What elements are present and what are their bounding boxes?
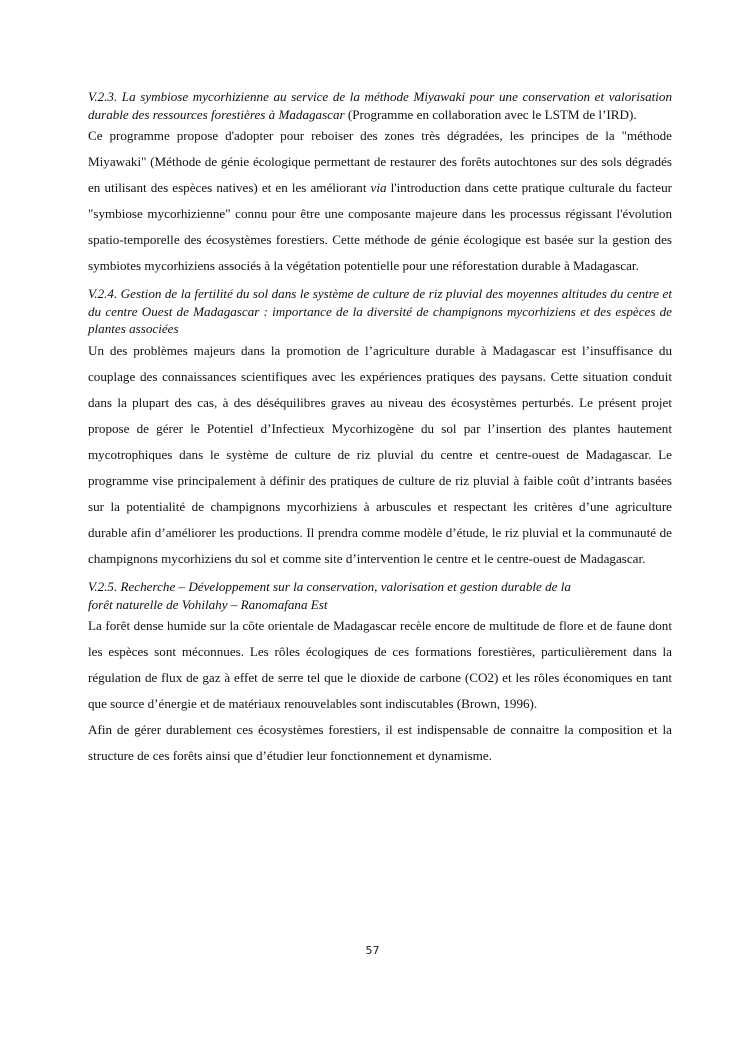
section-title-line2: forêt naturelle de Vohilahy – Ranomafana Est	[88, 596, 328, 612]
paragraph: Afin de gérer durablement ces écosystèmes forestiers, il est indispensable de connaitre la composition et la structure de ces forêts ainsi que d’étudier leur fonctionnement et dynamisme.	[88, 722, 672, 764]
section-title: V.2.3. La symbiose mycorhizienne au service de la méthode Miyawaki pour une conservation et valorisation durable des ressources forestières à Madagascar	[88, 89, 672, 122]
paragraph: Ce programme propose d'adopter pour reboiser des zones très dégradées, les principes de la "méthode Miyawaki" (Méthode de génie écologique permettant de restaurer des forêts autochtones sur des sols dégradés en utilisant des espèces natives) et en les améliorant via l'introduction dans cette pratique culturale du facteur "symbiose mycorhizienne" connu pour être une composante majeure dans les processus régissant l'évolution spatio-temporelle des écosystèmes forestiers. Cette méthode de génie écologique est basée sur la gestion des symbiotes mycorhiziens associés à la végétation potentielle pour une réforestation durable à Madagascar.	[88, 128, 672, 274]
section-title: V.2.4. Gestion de la fertilité du sol dans le système de culture de riz pluvial des moyennes altitudes du centre et du centre Ouest de Madagascar : importance de la diversité de champignons mycorhiziens et des espèces de plantes associées	[88, 286, 672, 337]
section-v-2-5	[88, 578, 672, 769]
page-number: 57	[365, 944, 380, 957]
section-v-2-4	[88, 285, 672, 572]
section-heading	[88, 88, 672, 123]
section-title-suffix: (Programme en collaboration avec le LSTM de l’IRD).	[344, 106, 637, 122]
section-title-line1: V.2.5. Recherche – Développement sur la conservation, valorisation et gestion durable de la	[88, 578, 571, 594]
paragraph: Un des problèmes majeurs dans la promotion de l’agriculture durable à Madagascar est l’insuffisance du couplage des connaissances scientifiques avec les expériences pratiques des paysans. Cette situation conduit dans la plupart des cas, à des déséquilibres graves au niveau des écosystèmes perturbés. Le présent projet propose de gérer le Potentiel d’Infectieux Mycorhizogène du sol par l’insertion des plantes hautement mycotrophiques dans le système de culture de riz pluvial du centre et centre-ouest de Madagascar. Le programme vise principalement à définir des pratiques de culture de riz pluvial à faible coût d’intrants basées sur la potentialité de champignons mycorhiziens à arbuscules et respectant les critères d’une agriculture durable afin d’améliorer les productions. Il prendra comme modèle d’étude, le riz pluvial et la communauté de champignons mycorhiziens du sol et comme site d’intervention le centre et le centre-ouest de Madagascar.	[88, 342, 672, 566]
section-heading	[88, 578, 672, 613]
document-page	[88, 88, 672, 769]
paragraph: La forêt dense humide sur la côte orientale de Madagascar recèle encore de multitude de flore et de faune dont les espèces sont méconnues. Les rôles écologiques de ces formations forestières, particulièrement dans la régulation de flux de gaz à effet de serre tel que le dioxide de carbone (CO2) et les rôles économiques en tant que source d’énergie et de matériaux renouvelables sont indiscutables (Brown, 1996).	[88, 618, 672, 712]
section-v-2-3	[88, 88, 672, 279]
section-heading	[88, 285, 672, 338]
